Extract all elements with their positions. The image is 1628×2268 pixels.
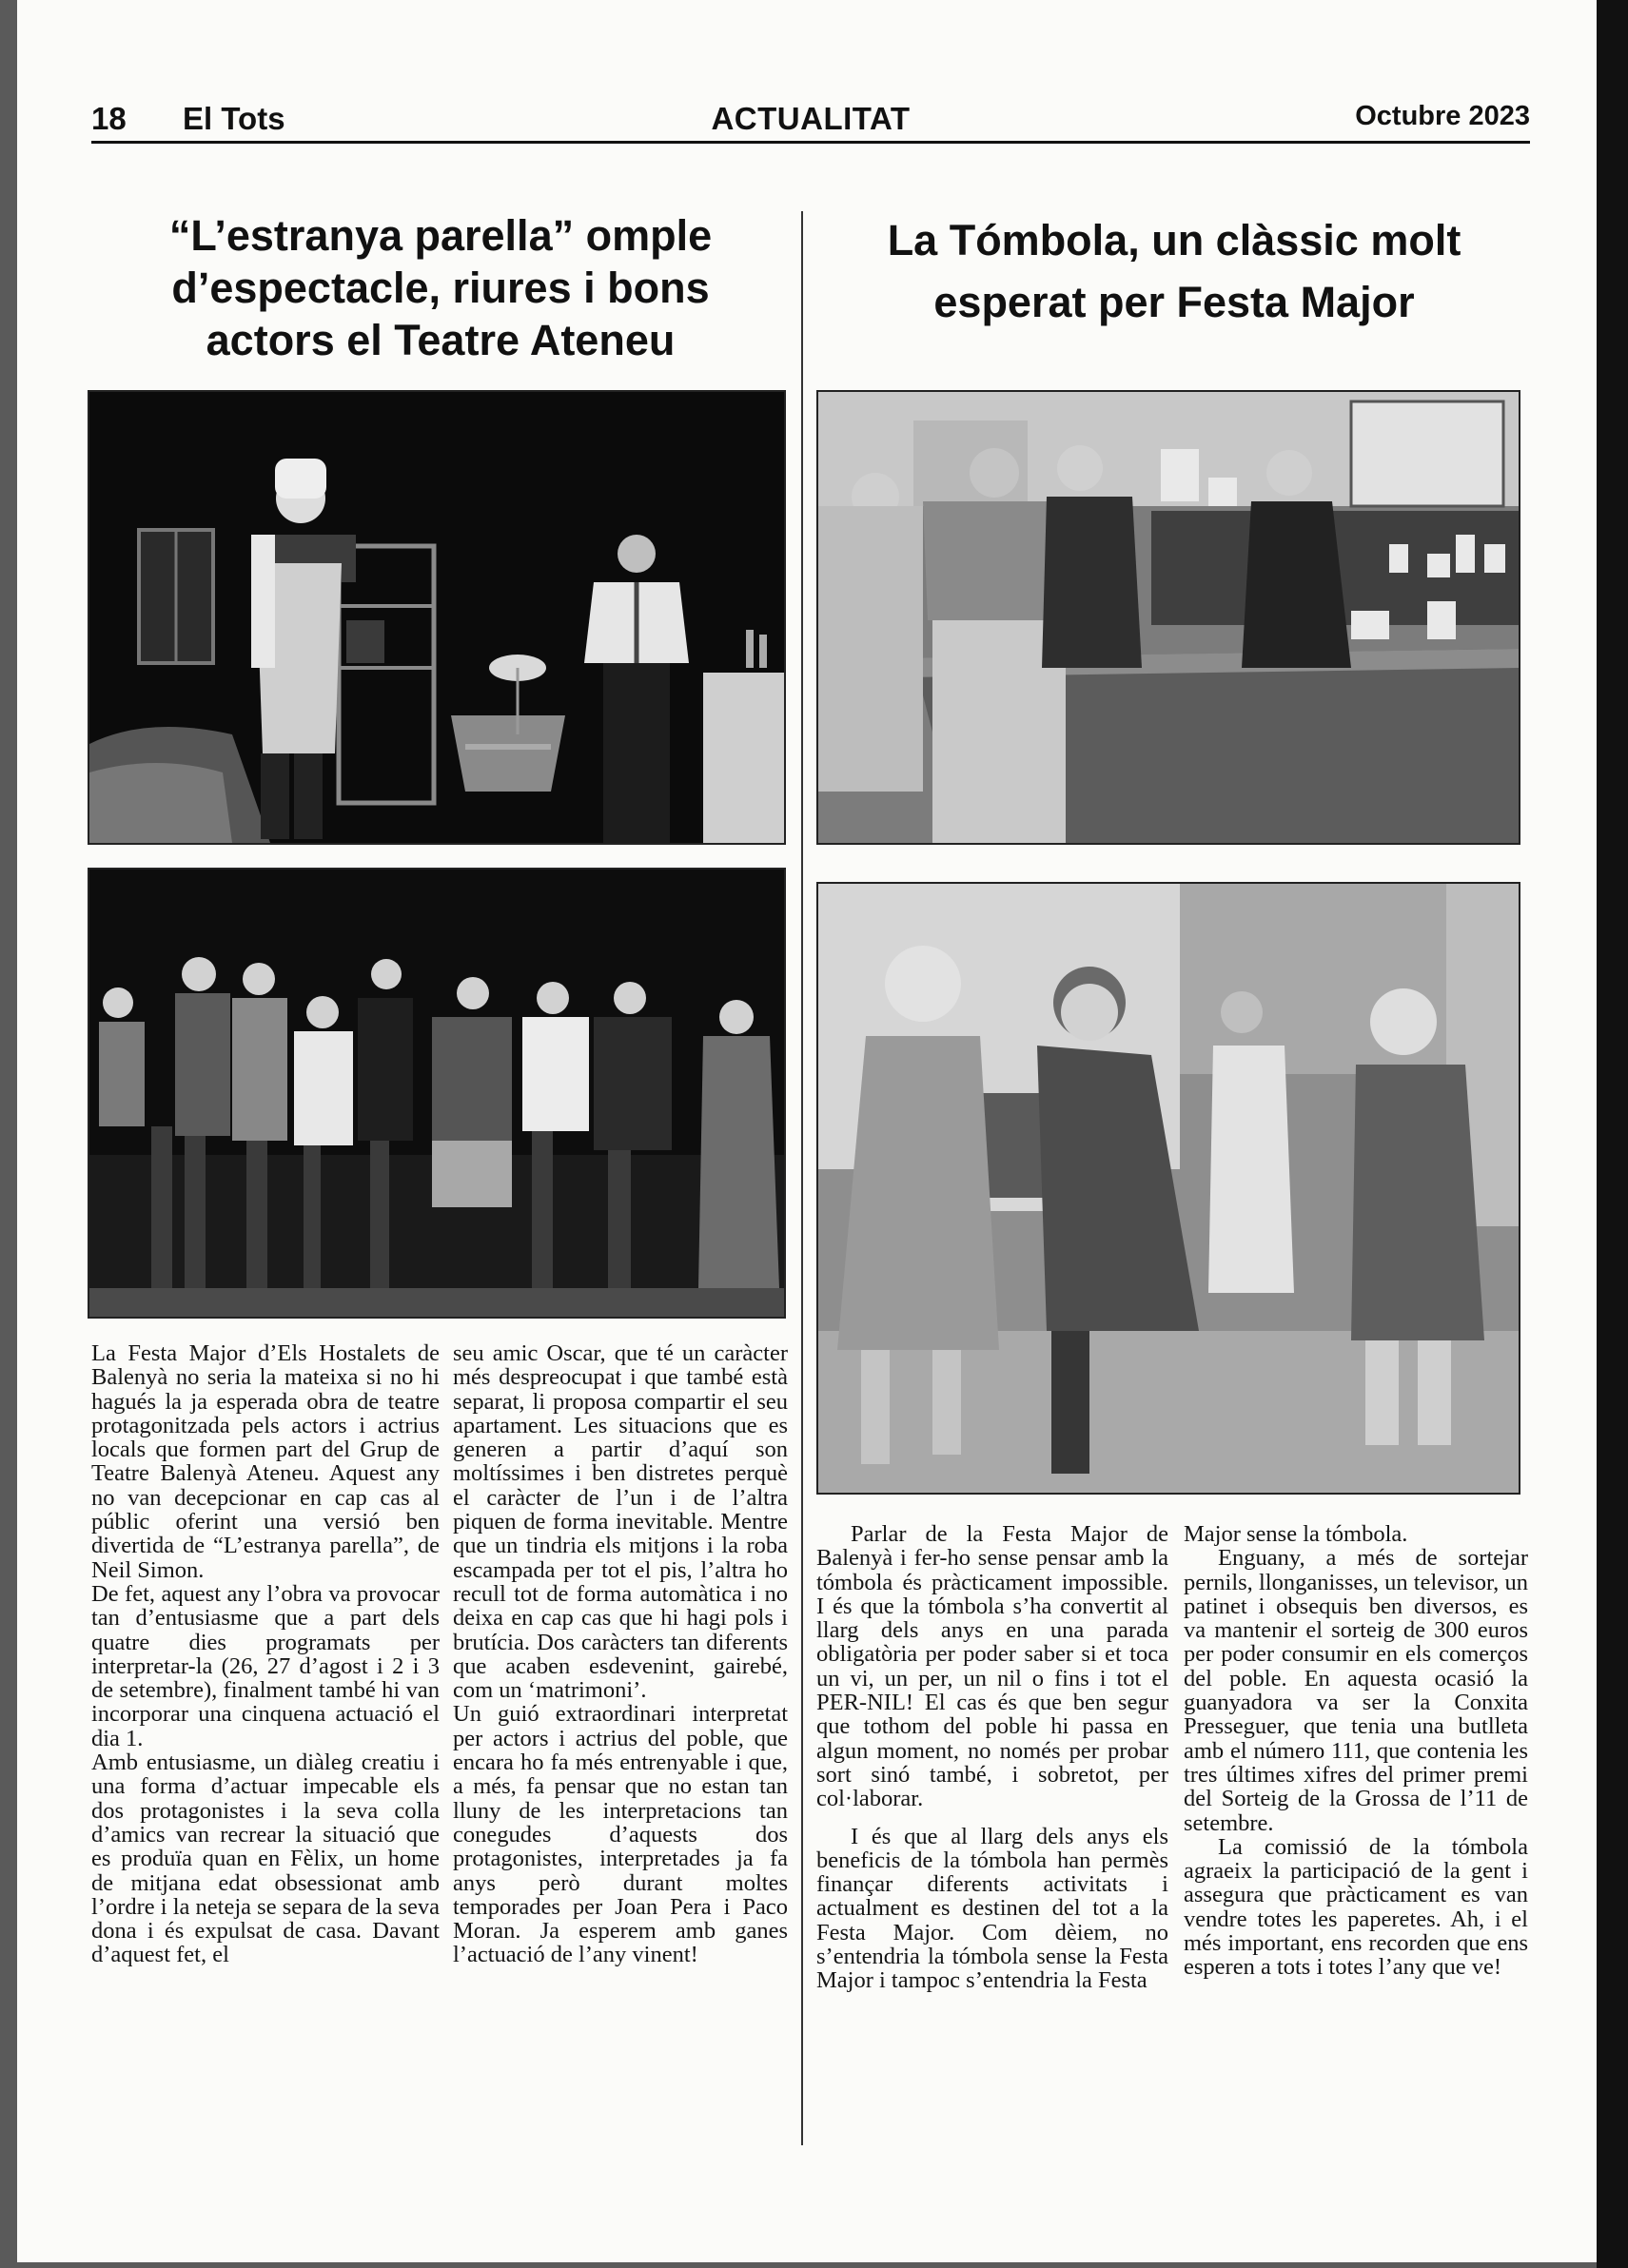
paragraph: Parlar de la Festa Major de Balenyà i fer-ho sense pensar amb la tómbola és pràcticament impossible. I és que la tómbola s’ha convertit al llarg dels anys en una parada obligatòria per poder saber si et toca un vi, un per, un nil o fins i tot el PER-NIL! El cas és que ben segur que tothom del poble hi passa en algun moment, no només per probar sort sinó també, i sobretot, per col·laborar. (816, 1521, 1168, 1812)
page-edge (1597, 0, 1628, 2268)
actors-bow-photo (88, 868, 786, 1319)
page-number: 18 (91, 101, 127, 136)
paragraph: seu amic Oscar, que té un caràcter més despreocupat i que també està separat, li proposa compartir el seu apartament. Les situacions que es generen a partir d’aquí son moltíssimes i ben distretes perquè el caràcter de l’un i de l’altra piquen de forma inevitable. Mentre que un tindria els mitjons i la roba escampada per tot el pis, l’altra ho recull tot de forma automàtica i no deixa en cap cas que hi hagi pols i brutícia. Dos caràcters tan diferents que acaben esdevenint, gairebé, com un ‘matrimoni’. (453, 1340, 788, 1704)
theatre-headline: “L’estranya parella” omple d’espectacle, riures i bons actors el Teatre Ateneu (168, 211, 713, 364)
tombola-booth-photo (816, 390, 1520, 845)
tombola-headline: La Tómbola, un clàssic molt esperat per Festa Major (887, 216, 1461, 326)
issue-date: Octubre 2023 (1355, 101, 1530, 131)
tombola-text-column-1 (816, 1522, 1168, 1993)
paragraph: I és que al llarg dels anys els beneficis de la tómbola han permès finançar diferents activitats i actualment es destinen del tot a la Festa Major. Com dèiem, no s’entendria la tómbola sense la Festa Major i tampoc s’entendria la Festa (816, 1823, 1168, 1994)
theatre-stage-photo (88, 390, 786, 845)
running-header (91, 99, 1530, 144)
paragraph: De fet, aquest any l’obra va provocar tan d’entusiasme que a part dels quatre dies programats per interpretar-la (26, 27 d’agost i 2 i 3 de setembre), finalment també hi van incorporar una cinquena actuació el dia 1. (91, 1580, 440, 1751)
newspaper-page (17, 0, 1597, 2262)
paragraph: La comissió de la tómbola agraeix la participació de la gent i assegura que pràcticament es van vendre totes les paperetes. Ah, i el més important, ens recorden que ens esperen a tots i totes l’any que ve! (1184, 1833, 1528, 1981)
tombola-text-column-2 (1184, 1522, 1528, 1980)
theatre-text-column-1 (91, 1341, 440, 1967)
paragraph: Amb entusiasme, un diàleg creatiu i una forma d’actuar impecable els dos protagonistes i la seva colla d’amics van recrear la situació que es produïa quan en Fèlix, un home de mitjana edat obsessionat amb l’ordre i la neteja se separa de la seva dona i és expulsat de casa. Davant d’aquest fet, el (91, 1750, 440, 1968)
paragraph: La Festa Major d’Els Hostalets de Balenyà no seria la mateixa si no hi hagués la ja esperada obra de teatre protagonitzada pels actors i actrius locals que formen part del Grup de Teatre Balenyà Ateneu. Aquest any no van decepcionar en cap cas al públic oferint una versió ben divertida de “L’estranya parella”, de Neil Simon. (91, 1340, 440, 1583)
column-divider (801, 211, 803, 2145)
paragraph: Major sense la tómbola. (1184, 1521, 1408, 1547)
tombola-greeting-photo (816, 882, 1520, 1495)
publication-name: El Tots (183, 101, 285, 136)
theatre-text-column-2 (453, 1341, 788, 1967)
paragraph: Enguany, a més de sortejar pernils, llonganisses, un televisor, un patinet i obsequis ben diversos, es va mantenir el sorteig de 300 euros per poder consumir en els comerços del poble. En aquesta ocasió la guanyadora va ser la Conxita Presseguer, que tenia una butlleta amb el número 111, que contenia les tres últimes xifres del primer premi del Sorteig de la Grossa de l’11 de setembre. (1184, 1545, 1528, 1836)
paragraph: Un guió extraordinari interpretat per actors i actrius del poble, que encara ho fa més entrenyable i que, a més, fa pensar que no estan tan lluny de les interpretacions tan conegudes d’aquests dos protagonistes, interpretades ja fa anys però durant moltes temporades per Joan Pera i Paco Moran. Ja esperem amb ganes l’actuació de l’any vinent! (453, 1701, 788, 1968)
section-title: ACTUALITAT (711, 101, 911, 136)
